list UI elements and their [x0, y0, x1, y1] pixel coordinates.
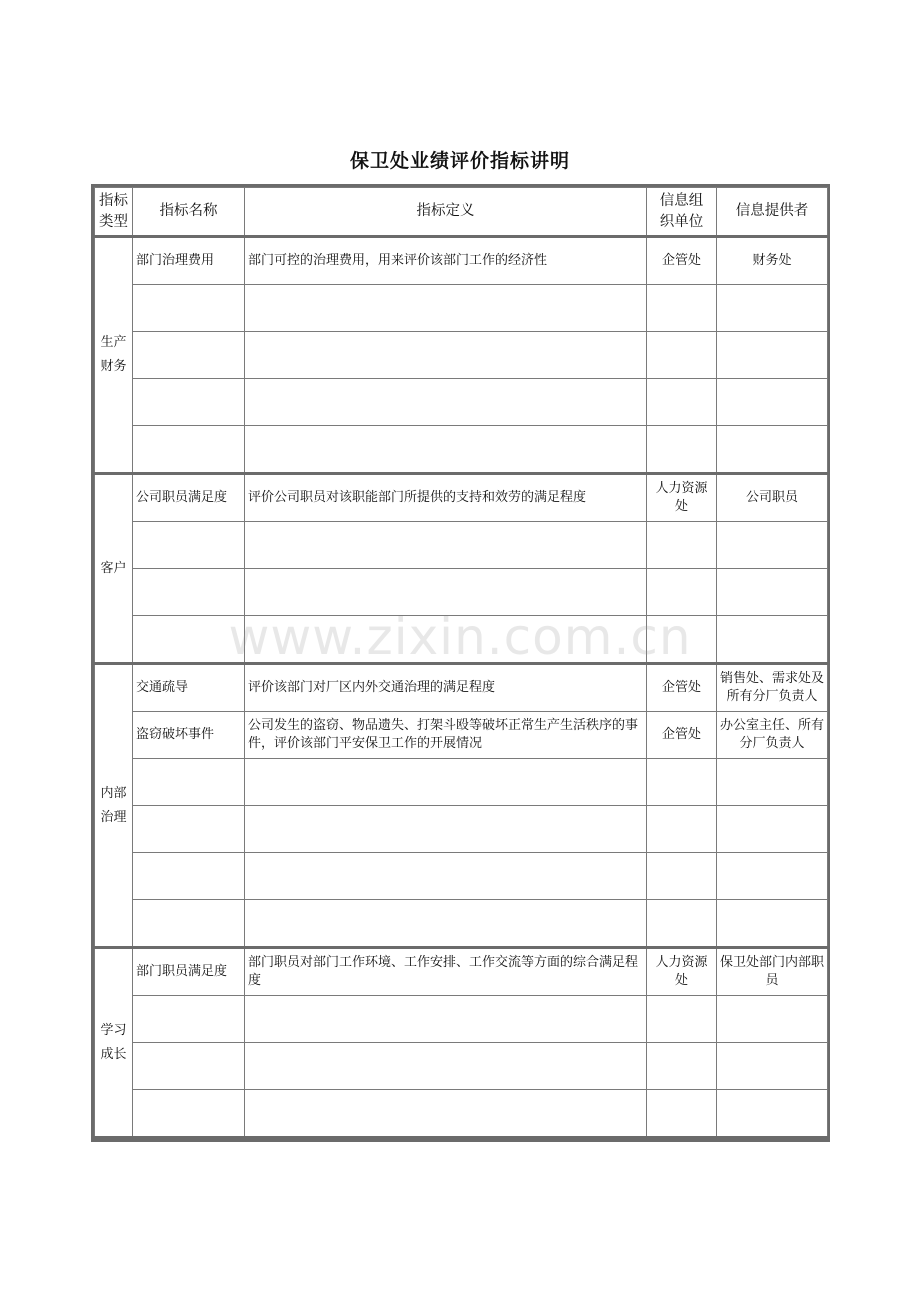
- indicator-name-cell: [133, 332, 245, 379]
- watermark: www.zixin.com.cn: [228, 608, 692, 666]
- category-cell: [95, 948, 133, 1138]
- category-label: 财务: [100, 359, 127, 374]
- info-provider-cell: 办公室主任、所有分厂负责人: [717, 712, 828, 759]
- indicator-name-cell: [133, 522, 245, 569]
- indicator-name-cell: [133, 285, 245, 332]
- indicator-definition-cell: [245, 569, 647, 616]
- indicator-name-cell: [133, 759, 245, 806]
- indicator-definition-cell: [245, 1043, 647, 1090]
- indicator-table-frame: [91, 184, 830, 1142]
- info-org-cell: [647, 1090, 717, 1138]
- indicator-definition-cell: [245, 616, 647, 664]
- info-provider-cell: [717, 853, 828, 900]
- indicator-table: [94, 187, 828, 1139]
- indicator-name-cell: [133, 569, 245, 616]
- category-cell: [95, 474, 133, 664]
- table-row: [95, 1090, 828, 1138]
- info-provider-cell: [717, 522, 828, 569]
- category-label: 生产: [100, 335, 127, 350]
- indicator-name-cell: [133, 806, 245, 853]
- info-org-cell: [647, 569, 717, 616]
- info-provider-cell: [717, 569, 828, 616]
- table-row: [95, 853, 828, 900]
- indicator-definition-cell: [245, 806, 647, 853]
- indicator-definition-cell: 公司发生的盗窃、物品遗失、打架斗殴等破坏正常生产生活秩序的事件，评价该部门平安保卫工作的开展情况: [245, 712, 647, 759]
- indicator-definition-cell: 部门职员对部门工作环境、工作安排、工作交流等方面的综合满足程度: [245, 948, 647, 996]
- category-label: 客户: [100, 560, 127, 576]
- table-row: [95, 900, 828, 948]
- table-row: [95, 759, 828, 806]
- category-cell: [95, 237, 133, 474]
- indicator-name-cell: 部门治理费用: [133, 237, 245, 285]
- table-row: [95, 712, 828, 759]
- info-provider-cell: [717, 900, 828, 948]
- table-row: [95, 1043, 828, 1090]
- indicator-definition-cell: [245, 426, 647, 474]
- info-org-cell: [647, 332, 717, 379]
- category-label: 学习: [100, 1022, 127, 1038]
- indicator-name-cell: 部门职员满足度: [133, 948, 245, 996]
- info-org-cell: [647, 426, 717, 474]
- info-org-cell: 企管处: [647, 664, 717, 712]
- table-row: [95, 379, 828, 426]
- info-org-cell: [647, 285, 717, 332]
- indicator-definition-cell: [245, 285, 647, 332]
- table-row: [95, 664, 828, 712]
- indicator-definition-cell: [245, 332, 647, 379]
- table-row: [95, 616, 828, 664]
- table-body: [95, 237, 828, 1138]
- indicator-definition-cell: [245, 759, 647, 806]
- info-org-cell: [647, 759, 717, 806]
- info-provider-cell: [717, 1043, 828, 1090]
- indicator-definition-cell: [245, 996, 647, 1043]
- indicator-definition-cell: [245, 522, 647, 569]
- category-label: 治理: [100, 809, 127, 825]
- indicator-definition-cell: 评价公司职员对该职能部门所提供的支持和效劳的满足程度: [245, 474, 647, 522]
- table-row: [95, 474, 828, 522]
- info-org-cell: [647, 900, 717, 948]
- indicator-name-cell: [133, 1090, 245, 1138]
- info-provider-cell: 财务处: [717, 237, 828, 285]
- info-org-cell: [647, 1043, 717, 1090]
- info-provider-cell: [717, 759, 828, 806]
- table-row: [95, 285, 828, 332]
- info-provider-cell: [717, 996, 828, 1043]
- header-category: 指标 类型: [95, 188, 133, 237]
- info-org-cell: [647, 616, 717, 664]
- table-row: [95, 569, 828, 616]
- header-name: 指标名称: [133, 188, 245, 237]
- header-provider: 信息提供者: [717, 188, 828, 237]
- indicator-definition-cell: [245, 379, 647, 426]
- indicator-definition-cell: 评价该部门对厂区内外交通治理的满足程度: [245, 664, 647, 712]
- info-org-cell: [647, 996, 717, 1043]
- header-org: 信息组 织单位: [647, 188, 717, 237]
- info-org-cell: 人力资源处: [647, 948, 717, 996]
- info-org-cell: 企管处: [647, 237, 717, 285]
- table-row: [95, 806, 828, 853]
- category-cell: [95, 664, 133, 948]
- indicator-name-cell: [133, 853, 245, 900]
- table-row: [95, 522, 828, 569]
- info-provider-cell: [717, 806, 828, 853]
- info-provider-cell: [717, 426, 828, 474]
- indicator-name-cell: 交通疏导: [133, 664, 245, 712]
- indicator-name-cell: [133, 616, 245, 664]
- info-org-cell: 企管处: [647, 712, 717, 759]
- header-definition: 指标定义: [245, 188, 647, 237]
- header-row: [95, 188, 828, 237]
- info-provider-cell: [717, 285, 828, 332]
- table-row: [95, 996, 828, 1043]
- table-row: [95, 426, 828, 474]
- info-provider-cell: [717, 1090, 828, 1138]
- info-org-cell: 人力资源处: [647, 474, 717, 522]
- table-row: [95, 948, 828, 996]
- indicator-name-cell: [133, 900, 245, 948]
- indicator-definition-cell: [245, 1090, 647, 1138]
- info-provider-cell: 销售处、需求处及所有分厂负责人: [717, 664, 828, 712]
- info-provider-cell: [717, 616, 828, 664]
- info-org-cell: [647, 853, 717, 900]
- indicator-definition-cell: [245, 853, 647, 900]
- info-provider-cell: 公司职员: [717, 474, 828, 522]
- indicator-name-cell: [133, 379, 245, 426]
- table-row: [95, 332, 828, 379]
- indicator-name-cell: [133, 996, 245, 1043]
- indicator-name-cell: [133, 1043, 245, 1090]
- info-org-cell: [647, 522, 717, 569]
- indicator-definition-cell: [245, 900, 647, 948]
- info-org-cell: [647, 379, 717, 426]
- indicator-name-cell: [133, 426, 245, 474]
- indicator-name-cell: 盗窃破坏事件: [133, 712, 245, 759]
- info-provider-cell: [717, 332, 828, 379]
- document-title: 保卫处业绩评价指标讲明: [349, 150, 570, 172]
- indicator-name-cell: 公司职员满足度: [133, 474, 245, 522]
- category-label: 内部: [100, 785, 127, 801]
- category-label: 成长: [100, 1046, 127, 1062]
- indicator-definition-cell: 部门可控的治理费用，用来评价该部门工作的经济性: [245, 237, 647, 285]
- info-provider-cell: 保卫处部门内部职员: [717, 948, 828, 996]
- info-org-cell: [647, 806, 717, 853]
- info-provider-cell: [717, 379, 828, 426]
- table-row: [95, 237, 828, 285]
